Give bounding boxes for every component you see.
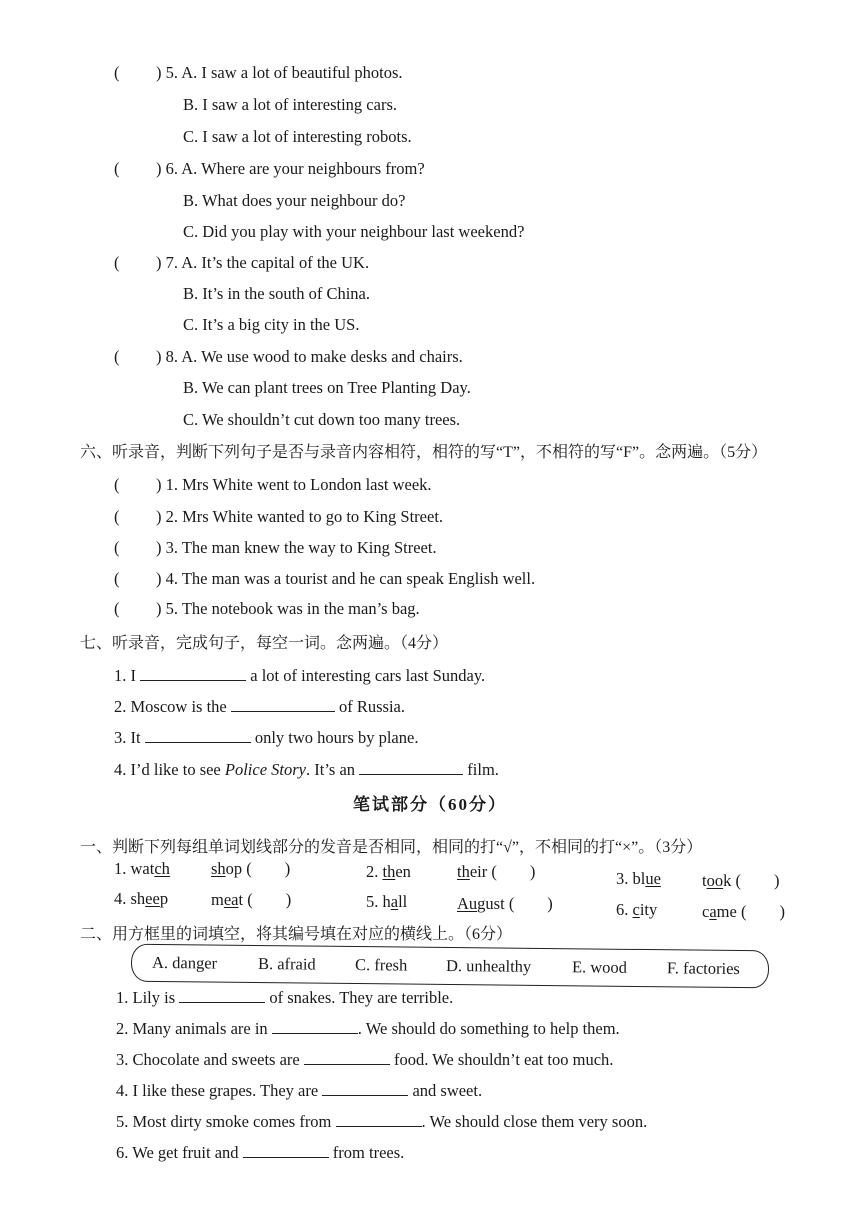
word-bank-box [131, 944, 769, 989]
answer-paren[interactable]: ( [114, 253, 120, 272]
word-option: A. danger [151, 952, 218, 973]
pronunciation-word: shop ( ) [211, 859, 291, 878]
section-heading: 六、听录音，判断下列句子是否与录音内容相符，相符的写“T”，不相符的写“F”。念两遍。（5分） [80, 444, 768, 461]
answer-blank[interactable] [140, 664, 246, 681]
tf-item: ( ) 3. The man knew the way to King Street. [114, 538, 437, 557]
answer-paren[interactable]: ( [114, 599, 120, 618]
answer-blank[interactable] [243, 1141, 329, 1158]
tf-item: ( ) 2. Mrs White wanted to go to King Street. [114, 507, 444, 526]
answer-paren[interactable]: ( ) [740, 902, 785, 921]
answer-blank[interactable] [145, 726, 251, 743]
tf-item: ( ) 1. Mrs White went to London last week. [114, 475, 432, 494]
answer-paren[interactable]: ( [114, 347, 120, 366]
pronunciation-word: their ( ) [457, 862, 536, 881]
pronunciation-group: 3. blue [616, 869, 661, 888]
fill-item: 4. I’d like to see Police Story. It’s an film. [114, 760, 499, 779]
fill-item: 6. We get fruit and from trees. [116, 1143, 405, 1162]
answer-paren[interactable]: ( [114, 569, 120, 588]
fill-item: 4. I like these grapes. They are and sweet. [116, 1081, 483, 1100]
pronunciation-word: August ( ) [457, 894, 553, 913]
answer-blank[interactable] [322, 1079, 408, 1096]
word-option: F. factories [666, 958, 740, 979]
pronunciation-word: meat ( ) [211, 890, 292, 909]
option-c: C. We shouldn’t cut down too many trees. [183, 410, 461, 429]
question-5: ( ) 5. A. I saw a lot of beautiful photos. [114, 63, 403, 82]
option-b: B. It’s in the south of China. [183, 284, 370, 303]
option-c: C. It’s a big city in the US. [183, 315, 360, 334]
answer-paren[interactable]: ( ) [246, 859, 291, 878]
pronunciation-group: 6. city [616, 900, 658, 919]
pronunciation-word: came ( ) [702, 902, 785, 921]
answer-blank[interactable] [272, 1017, 358, 1034]
pronunciation-group: 2. then [366, 862, 411, 881]
answer-paren[interactable]: ( ) [508, 894, 553, 913]
tf-item: ( ) 5. The notebook was in the man’s bag. [114, 599, 420, 618]
word-option: D. unhealthy [445, 955, 532, 976]
answer-paren[interactable]: ( ) [247, 890, 292, 909]
fill-item: 1. I a lot of interesting cars last Sunday. [114, 666, 486, 685]
answer-paren[interactable]: ( [114, 507, 120, 526]
option-c: C. I saw a lot of interesting robots. [183, 127, 412, 146]
word-option: B. afraid [257, 953, 316, 974]
word-option: E. wood [571, 957, 628, 977]
pronunciation-group: 1. watch [114, 859, 170, 878]
section-heading: 七、听录音，完成句子，每空一词。念两遍。（4分） [80, 635, 449, 652]
question-6: ( ) 6. A. Where are your neighbours from? [114, 159, 425, 178]
answer-blank[interactable] [359, 758, 463, 775]
answer-paren[interactable]: ( ) [735, 871, 780, 890]
fill-item: 5. Most dirty smoke comes from . We should close them very soon. [116, 1112, 648, 1131]
fill-item: 1. Lily is of snakes. They are terrible. [116, 988, 454, 1007]
pronunciation-group: 4. sheep [114, 889, 169, 908]
answer-blank[interactable] [179, 986, 265, 1003]
fill-item: 3. It only two hours by plane. [114, 728, 419, 747]
answer-paren[interactable]: ( [114, 538, 120, 557]
option-b: B. I saw a lot of interesting cars. [183, 95, 397, 114]
answer-paren[interactable]: ( [114, 63, 120, 82]
pronunciation-group: 5. hall [366, 892, 408, 911]
tf-item: ( ) 4. The man was a tourist and he can speak English well. [114, 569, 536, 588]
question-8: ( ) 8. A. We use wood to make desks and chairs. [114, 347, 463, 366]
answer-blank[interactable] [231, 695, 335, 712]
answer-blank[interactable] [336, 1110, 422, 1127]
answer-paren[interactable]: ( ) [491, 862, 536, 881]
option-b: B. We can plant trees on Tree Planting Day. [183, 378, 471, 397]
answer-blank[interactable] [304, 1048, 390, 1065]
fill-item: 2. Moscow is the of Russia. [114, 697, 405, 716]
question-7: ( ) 7. A. It’s the capital of the UK. [114, 253, 370, 272]
answer-paren[interactable]: ( [114, 159, 120, 178]
section-heading: 二、用方框里的词填空，将其编号填在对应的横线上。（6分） [80, 926, 513, 943]
section-heading: 一、判断下列每组单词划线部分的发音是否相同，相同的打“√”，不相同的打“×”。（3分） [80, 839, 703, 856]
fill-item: 2. Many animals are in . We should do something to help them. [116, 1019, 620, 1038]
pronunciation-word: took ( ) [702, 871, 780, 890]
option-c: C. Did you play with your neighbour last weekend? [183, 222, 525, 241]
written-section-title: 笔试部分（60分） [353, 795, 507, 814]
option-b: B. What does your neighbour do? [183, 191, 406, 210]
word-option: C. fresh [354, 955, 408, 975]
answer-paren[interactable]: ( [114, 475, 120, 494]
fill-item: 3. Chocolate and sweets are food. We shouldn’t eat too much. [116, 1050, 614, 1069]
